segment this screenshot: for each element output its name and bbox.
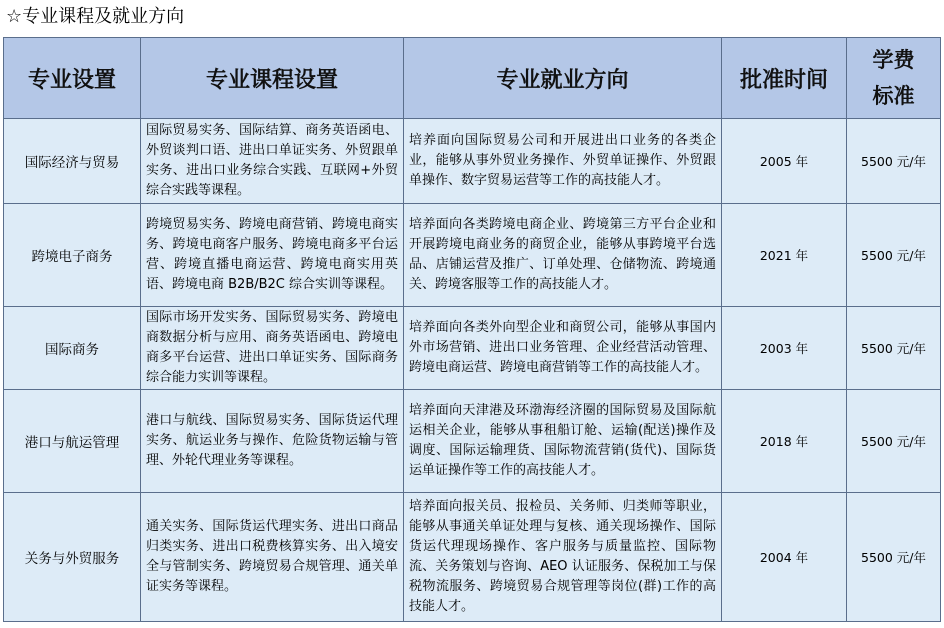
header-approved: 批准时间 (722, 38, 847, 119)
tuition-fee: 5500 元/年 (847, 119, 941, 204)
career-cell: 培养面向国际贸易公司和开展进出口业务的各类企业，能够从事外贸业务操作、外贸单证操作、外贸跟单操作、数字贸易运营等工作的高技能人才。 (404, 119, 722, 204)
courses-cell: 跨境贸易实务、跨境电商营销、跨境电商实务、跨境电商客户服务、跨境电商多平台运营、跨境直播电商运营、跨境电商实用英语、跨境电商 B2B/B2C 综合实训等课程。 (141, 204, 404, 307)
career-cell: 培养面向天津港及环渤海经济圈的国际贸易及国际航运相关企业，能够从事租船订舱、运输(配送)操作及调度、国际运输理货、国际物流营销(货代)、国际货运单证操作等工作的高技能人才。 (404, 390, 722, 493)
tuition-fee: 5500 元/年 (847, 390, 941, 493)
courses-cell: 通关实务、国际货运代理实务、进出口商品归类实务、进出口税费核算实务、出入境安全与管制实务、跨境贸易合规管理、通关单证实务等课程。 (141, 493, 404, 622)
majors-table (3, 37, 941, 622)
header-courses: 专业课程设置 (141, 38, 404, 119)
courses-cell: 国际贸易实务、国际结算、商务英语函电、外贸谈判口语、进出口单证实务、外贸跟单实务、进出口业务综合实践、互联网+外贸综合实践等课程。 (141, 119, 404, 204)
approved-year: 2018 年 (722, 390, 847, 493)
table-row (4, 390, 941, 493)
tuition-fee: 5500 元/年 (847, 307, 941, 390)
header-fee-text: 学费 标准 (872, 47, 915, 108)
career-cell: 培养面向各类外向型企业和商贸公司，能够从事国内外市场营销、进出口业务管理、企业经营活动管理、跨境电商运营、跨境电商营销等工作的高技能人才。 (404, 307, 722, 390)
header-major: 专业设置 (4, 38, 141, 119)
courses-cell: 国际市场开发实务、国际贸易实务、跨境电商数据分析与应用、商务英语函电、跨境电商多平台运营、进出口单证实务、国际商务综合能力实训等课程。 (141, 307, 404, 390)
career-cell: 培养面向报关员、报检员、关务师、归类师等职业，能够从事通关单证处理与复核、通关现场操作、国际货运代理现场操作、客户服务与质量监控、国际物流、关务策划与咨询、AEO 认证服务、保税加工与保税物流服务、跨境贸易合规管理等岗位(群)工作的高技能人才。 (404, 493, 722, 622)
major-name: 国际商务 (4, 307, 141, 390)
header-row (4, 38, 941, 119)
major-name: 关务与外贸服务 (4, 493, 141, 622)
approved-year: 2021 年 (722, 204, 847, 307)
table-row (4, 493, 941, 622)
page-title: ☆专业课程及就业方向 (6, 6, 185, 27)
approved-year: 2003 年 (722, 307, 847, 390)
approved-year: 2004 年 (722, 493, 847, 622)
major-name: 港口与航运管理 (4, 390, 141, 493)
header-fee (847, 38, 941, 119)
header-career: 专业就业方向 (404, 38, 722, 119)
courses-cell: 港口与航线、国际贸易实务、国际货运代理实务、航运业务与操作、危险货物运输与管理、外轮代理业务等课程。 (141, 390, 404, 493)
major-name: 跨境电子商务 (4, 204, 141, 307)
tuition-fee: 5500 元/年 (847, 493, 941, 622)
table-row (4, 307, 941, 390)
major-name: 国际经济与贸易 (4, 119, 141, 204)
table-row (4, 204, 941, 307)
tuition-fee: 5500 元/年 (847, 204, 941, 307)
approved-year: 2005 年 (722, 119, 847, 204)
table-row (4, 119, 941, 204)
career-cell: 培养面向各类跨境电商企业、跨境第三方平台企业和开展跨境电商业务的商贸企业，能够从事跨境平台选品、店铺运营及推广、订单处理、仓储物流、跨境通关、跨境客服等工作的高技能人才。 (404, 204, 722, 307)
